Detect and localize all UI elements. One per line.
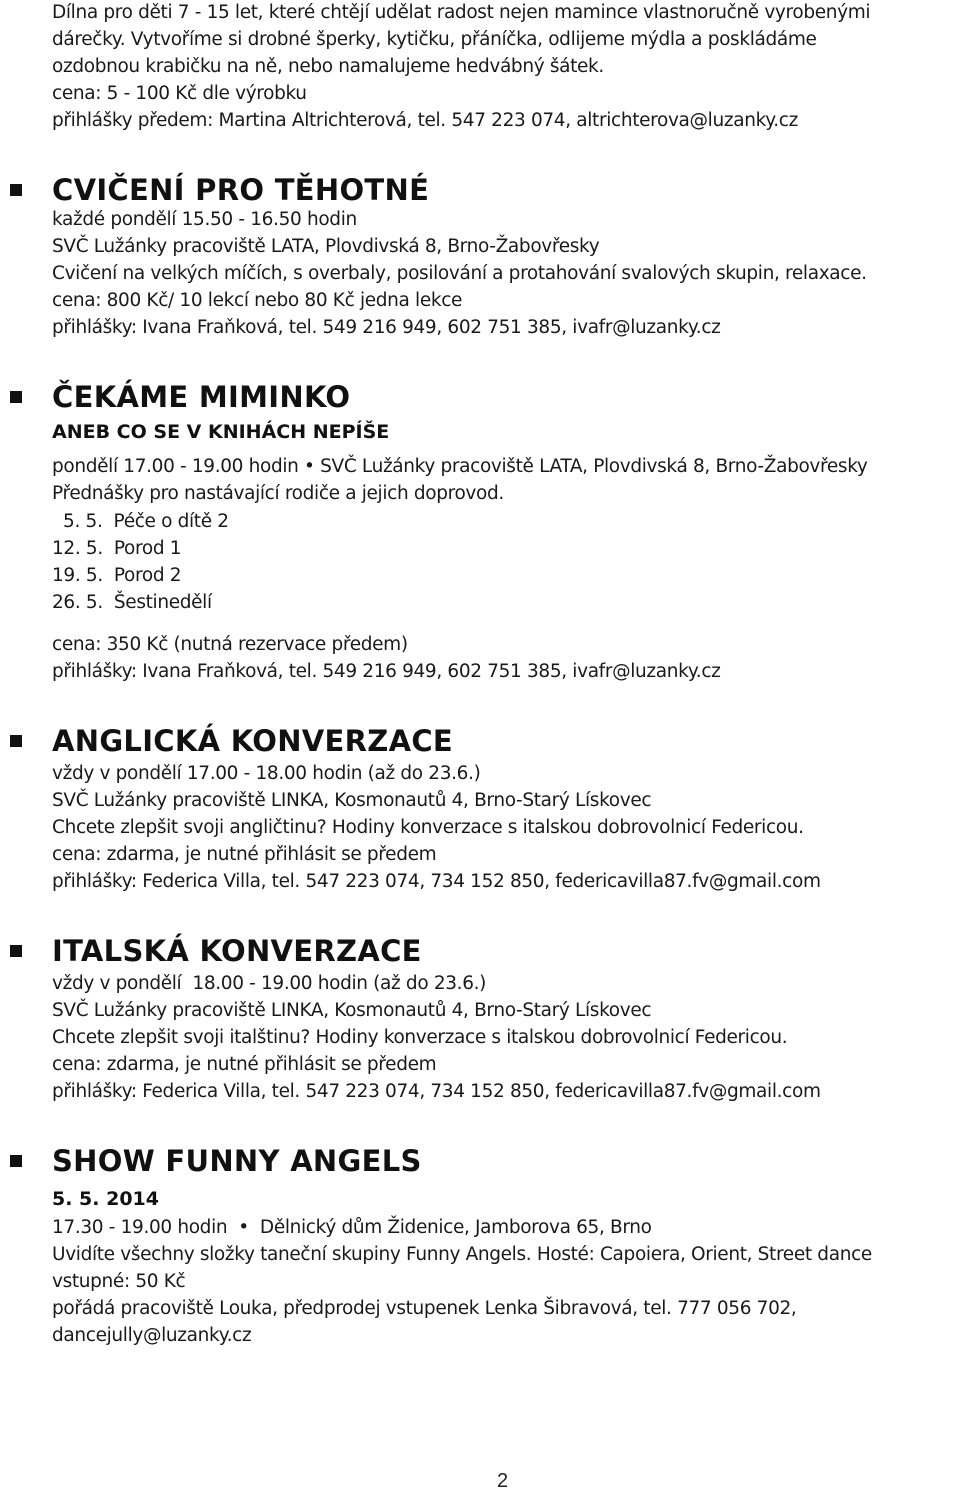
italska-location: SVČ Lužánky pracoviště LINKA, Kosmonautů 4, Brno-Starý Lískovec — [52, 1000, 652, 1021]
intro-line-1: Dílna pro děti 7 - 15 let, které chtějí udělat radost nejen mamince vlastnoručně vyrobenými — [52, 2, 871, 23]
funny-angels-schedule: 17.30 - 19.00 hodin • Dělnický dům Židenice, Jamborova 65, Brno — [52, 1217, 652, 1238]
intro-price: cena: 5 - 100 Kč dle výrobku — [52, 83, 307, 104]
funny-angels-organizer: pořádá pracoviště Louka, předprodej vstupenek Lenka Šibravová, tel. 777 056 702, — [52, 1298, 797, 1319]
section-title-cviceni: CVIČENÍ PRO TĚHOTNÉ — [52, 173, 430, 207]
miminko-registration: přihlášky: Ivana Fraňková, tel. 549 216 949, 602 751 385, ivafr@luzanky.cz — [52, 661, 721, 682]
cviceni-registration: přihlášky: Ivana Fraňková, tel. 549 216 949, 602 751 385, ivafr@luzanky.cz — [52, 317, 721, 338]
anglicka-location: SVČ Lužánky pracoviště LINKA, Kosmonautů 4, Brno-Starý Lískovec — [52, 790, 652, 811]
italska-registration: přihlášky: Federica Villa, tel. 547 223 074, 734 152 850, federicavilla87.fv@gmail.com — [52, 1081, 821, 1102]
miminko-lecture-4: 26. 5. Šestinedělí — [52, 592, 212, 613]
funny-angels-email: dancejully@luzanky.cz — [52, 1325, 252, 1346]
section-title-anglicka: ANGLICKÁ KONVERZACE — [52, 724, 454, 758]
intro-registration: přihlášky předem: Martina Altrichterová, tel. 547 223 074, altrichterova@luzanky.cz — [52, 110, 798, 131]
section-bullet-icon — [10, 945, 22, 957]
cviceni-price: cena: 800 Kč/ 10 lekcí nebo 80 Kč jedna lekce — [52, 290, 463, 311]
section-bullet-icon — [10, 391, 22, 403]
anglicka-description: Chcete zlepšit svoji angličtinu? Hodiny konverzace s italskou dobrovolnicí Federicou. — [52, 817, 804, 838]
section-bullet-icon — [10, 1155, 22, 1167]
intro-line-3: ozdobnou krabičku na ně, nebo namalujeme hedvábný šátek. — [52, 56, 604, 77]
miminko-description: Přednášky pro nastávající rodiče a jejich doprovod. — [52, 483, 504, 504]
section-title-italska: ITALSKÁ KONVERZACE — [52, 934, 422, 968]
section-bullet-icon — [10, 735, 22, 747]
miminko-lecture-3: 19. 5. Porod 2 — [52, 565, 182, 586]
italska-price: cena: zdarma, je nutné přihlásit se předem — [52, 1054, 437, 1075]
section-title-miminko: ČEKÁME MIMINKO — [52, 380, 351, 414]
italska-schedule: vždy v pondělí 18.00 - 19.00 hodin (až do 23.6.) — [52, 973, 487, 994]
section-subtitle-miminko: ANEB CO SE V KNIHÁCH NEPÍŠE — [52, 421, 390, 443]
anglicka-registration: přihlášky: Federica Villa, tel. 547 223 074, 734 152 850, federicavilla87.fv@gmail.com — [52, 871, 821, 892]
anglicka-price: cena: zdarma, je nutné přihlásit se předem — [52, 844, 437, 865]
intro-line-2: dárečky. Vytvoříme si drobné šperky, kytičku, přáníčka, odlijeme mýdla a poskládáme — [52, 29, 817, 50]
funny-angels-date: 5. 5. 2014 — [52, 1188, 159, 1210]
miminko-schedule: pondělí 17.00 - 19.00 hodin • SVČ Lužánky pracoviště LATA, Plovdivská 8, Brno-Žabovřesky — [52, 456, 868, 477]
italska-description: Chcete zlepšit svoji italštinu? Hodiny konverzace s italskou dobrovolnicí Federicou. — [52, 1027, 788, 1048]
miminko-price: cena: 350 Kč (nutná rezervace předem) — [52, 634, 408, 655]
section-title-funny-angels: SHOW FUNNY ANGELS — [52, 1144, 422, 1178]
cviceni-location: SVČ Lužánky pracoviště LATA, Plovdivská 8, Brno-Žabovřesky — [52, 236, 600, 257]
anglicka-schedule: vždy v pondělí 17.00 - 18.00 hodin (až do 23.6.) — [52, 763, 481, 784]
funny-angels-description: Uvidíte všechny složky taneční skupiny Funny Angels. Hosté: Capoiera, Orient, Street dance — [52, 1244, 872, 1265]
section-bullet-icon — [10, 184, 22, 196]
miminko-lecture-1: 5. 5. Péče o dítě 2 — [52, 511, 229, 532]
page-number: 2 — [497, 1470, 509, 1492]
funny-angels-price: vstupné: 50 Kč — [52, 1271, 186, 1292]
miminko-lecture-2: 12. 5. Porod 1 — [52, 538, 182, 559]
cviceni-description: Cvičení na velkých míčích, s overbaly, posilování a protahování svalových skupin, relaxace. — [52, 263, 867, 284]
cviceni-schedule: každé pondělí 15.50 - 16.50 hodin — [52, 209, 357, 230]
